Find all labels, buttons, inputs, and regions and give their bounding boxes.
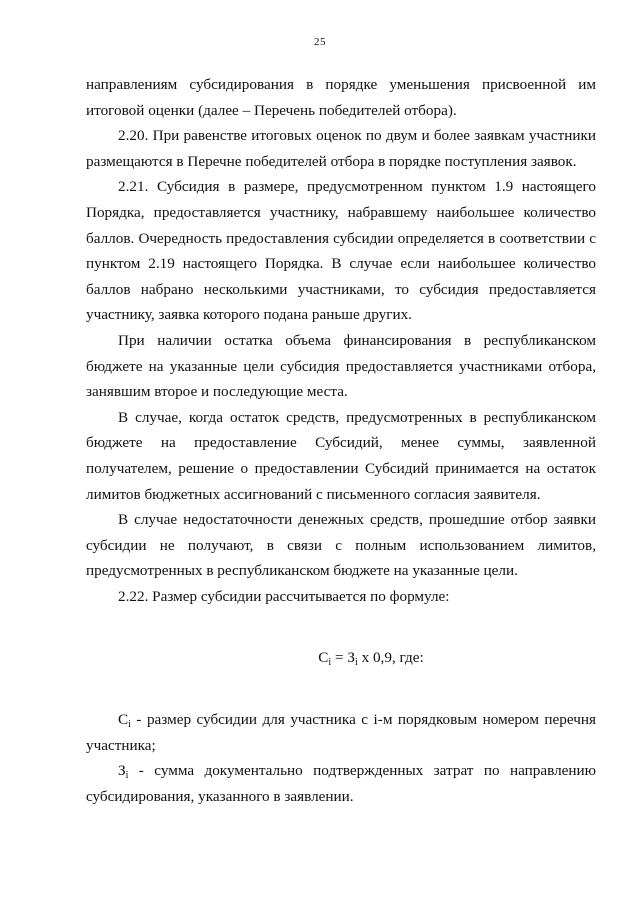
- definition-z: [86, 758, 596, 809]
- subsidy-formula: [86, 645, 596, 671]
- paragraph-insufficient-funds: В случае недостаточности денежных средств, прошедшие отбор заявки субсидии не получают, в связи с полным использованием лимитов, предусмотренных в республиканском бюджете на указанные цели.: [86, 511, 596, 580]
- definition-z-symbol: З: [118, 762, 126, 780]
- paragraph-2-21: 2.21. Субсидия в размере, предусмотренном пунктом 1.9 настоящего Порядка, предоставляется участнику, набравшему наибольшее количество баллов. Очередность предоставления субсидии определяется в соответствии с пунктом 2.19 настоящего Порядка. В случае если наибольшее количество баллов набрано несколькими участниками, то субсидия предоставляется участнику, заявка которого подана раньше других.: [86, 178, 596, 324]
- formula-c: С: [318, 649, 329, 667]
- formula-rest: х 0,9, где:: [357, 649, 424, 667]
- formula-c-subscript: i: [328, 657, 332, 669]
- definition-c-subscript: i: [128, 719, 131, 731]
- paragraph-remaining-funds: При наличии остатка объема финансирования в республиканском бюджете на указанные цели субсидия предоставляется участниками отбора, занявшим второе и последующие места.: [86, 331, 596, 401]
- formula-z-subscript: i: [354, 657, 358, 669]
- paragraph-2-22: 2.22. Размер субсидии рассчитывается по формуле:: [118, 587, 450, 605]
- formula-z: З: [347, 649, 355, 667]
- definition-z-text: - сумма документально подтвержденных затрат по направлению субсидирования, указанного в заявлении.: [86, 762, 596, 805]
- document-body: [86, 72, 596, 809]
- formula-equals: =: [331, 649, 348, 667]
- definition-c-text: - размер субсидии для участника с i-м порядковым номером перечня участника;: [86, 711, 596, 754]
- paragraph-insufficient-remainder: В случае, когда остаток средств, предусмотренных в республиканском бюджете на предоставление Субсидий, менее суммы, заявленной получателем, решение о предоставлении Субсидий принимается на остаток лимитов бюджетных ассигнований с письменного согласия заявителя.: [86, 408, 596, 503]
- definition-c: [86, 707, 596, 758]
- paragraph-continuation: направлениям субсидирования в порядке уменьшения присвоенной им итоговой оценки (далее – Перечень победителей отбора).: [86, 76, 596, 119]
- definition-z-subscript: i: [125, 770, 129, 782]
- paragraph-2-20: 2.20. При равенстве итоговых оценок по двум и более заявкам участники размещаются в Перечне победителей отбора в порядке поступления заявок.: [86, 127, 596, 170]
- definition-c-symbol: С: [118, 711, 129, 729]
- page-number: 25: [314, 36, 326, 48]
